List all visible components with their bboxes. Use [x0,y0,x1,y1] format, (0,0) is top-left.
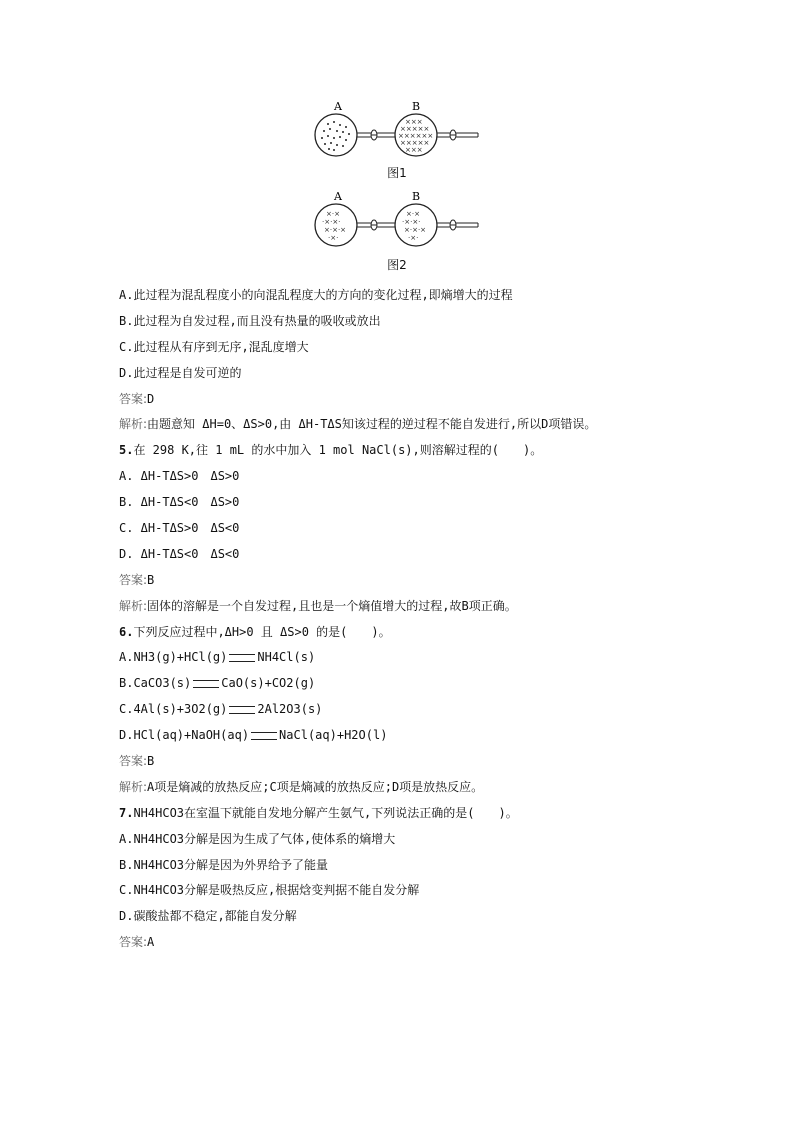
reactants: A.NH3(g)+HCl(g) [119,650,228,665]
q5-stem [119,438,779,464]
reactants: B.CaCO3(s) [119,676,192,691]
q7-option-c: C.NH4HCO3分解是吸热反应,根据焓变判据不能自发分解 [119,883,420,898]
analysis-text: 固体的溶解是一个自发过程,且也是一个熵值增大的过程,故B项正确。 [147,598,517,613]
q4-answer [119,387,779,413]
q4-analysis [119,412,779,438]
figure-1 [0,100,794,200]
stem-text: 在 298 K,往 1 mL 的水中加入 1 mol NaCl(s),则溶解过程的( )。 [133,443,543,458]
answer-value: B [147,754,155,769]
answer-value: D [147,391,155,406]
q7-answer [119,930,779,956]
q4-option-c: C.此过程从有序到无序,混乱度增大 [119,339,309,354]
answer-label: 答案: [119,935,148,950]
svg-text:×·×·×: ×·×·× [404,226,427,234]
q6-answer [119,749,779,775]
svg-text:×·×: ×·× [406,210,420,218]
flask-diagram-2 [300,190,500,250]
answer-label: 答案: [119,572,148,587]
analysis-label: 解析: [119,598,148,613]
products: 2Al2O3(s) [257,702,323,717]
svg-text:×××: ××× [405,146,423,154]
equals-sign-icon [229,706,255,714]
q6-option-d [119,723,779,749]
analysis-label: 解析: [119,779,148,794]
analysis-label: 解析: [119,417,148,432]
q7-stem [119,801,779,827]
equals-sign-icon [229,654,255,662]
flask-b-label: B [412,190,421,203]
question-number: 7. [119,805,134,820]
question-number: 5. [119,443,134,458]
q5-option-c: C. ΔH-TΔS>0 ΔS<0 [119,521,240,536]
q5-answer [119,568,779,594]
q7-option-a: A.NH4HCO3分解是因为生成了气体,使体系的熵增大 [119,831,396,846]
q5-option-d: D. ΔH-TΔS<0 ΔS<0 [119,546,240,561]
q6-option-b [119,671,779,697]
products: CaO(s)+CO2(g) [221,676,316,691]
answer-label: 答案: [119,391,148,406]
products: NH4Cl(s) [257,650,316,665]
svg-text:×××××: ××××× [400,139,430,147]
svg-text:·×·: ·×· [408,234,419,242]
reactants: C.4Al(s)+3O2(g) [119,702,228,717]
q4-option-b: B.此过程为自发过程,而且没有热量的吸收或放出 [119,313,381,328]
answer-value: B [147,572,155,587]
flask-a-label: A [334,190,342,203]
svg-text:×·×: ×·× [326,210,340,218]
answer-label: 答案: [119,754,148,769]
flask-b-label: B [412,100,421,113]
svg-text:××××××: ×××××× [398,132,434,140]
q5-option-a: A. ΔH-TΔS>0 ΔS>0 [119,469,240,484]
svg-text:×××××: ××××× [400,125,430,133]
q5-analysis [119,594,779,620]
q6-option-c [119,697,779,723]
q6-stem [119,620,779,646]
stem-text: NH4HCO3在室温下就能自发地分解产生氨气,下列说法正确的是( )。 [133,805,518,820]
svg-text:×·×·×: ×·×·× [324,226,347,234]
q7-option-d: D.碳酸盐都不稳定,都能自发分解 [119,909,297,924]
q7-option-b: B.NH4HCO3分解是因为外界给予了能量 [119,857,329,872]
svg-text:·×·×·: ·×·×· [322,218,341,226]
products: NaCl(aq)+H2O(l) [279,728,388,743]
flask-a [315,114,357,156]
equals-sign-icon [251,732,277,740]
figure-1-caption: 图1 [387,166,407,180]
question-content [119,283,779,956]
svg-text:·×·: ·×· [328,234,339,242]
flask-diagram-1 [300,100,500,160]
reactants: D.HCl(aq)+NaOH(aq) [119,728,250,743]
flask-a-label: A [334,100,342,113]
analysis-text: 由题意知 ΔH=0、ΔS>0,由 ΔH-TΔS知该过程的逆过程不能自发进行,所以D项错误。 [147,417,597,432]
q6-option-a [119,645,779,671]
figure-2-caption: 图2 [387,258,407,272]
q6-analysis [119,775,779,801]
analysis-text: A项是熵减的放热反应;C项是熵减的放热反应;D项是放热反应。 [147,779,484,794]
equals-sign-icon [193,680,219,688]
q4-option-a: A.此过程为混乱程度小的向混乱程度大的方向的变化过程,即熵增大的过程 [119,288,513,302]
svg-text:·×·×·: ·×·×· [402,218,421,226]
answer-value: A [147,935,155,950]
stem-text: 下列反应过程中,ΔH>0 且 ΔS>0 的是( )。 [133,624,391,639]
question-number: 6. [119,624,134,639]
svg-text:×××: ××× [405,118,423,126]
q5-option-b: B. ΔH-TΔS<0 ΔS>0 [119,495,240,510]
figure-2 [0,190,794,280]
q4-option-d: D.此过程是自发可逆的 [119,365,242,380]
